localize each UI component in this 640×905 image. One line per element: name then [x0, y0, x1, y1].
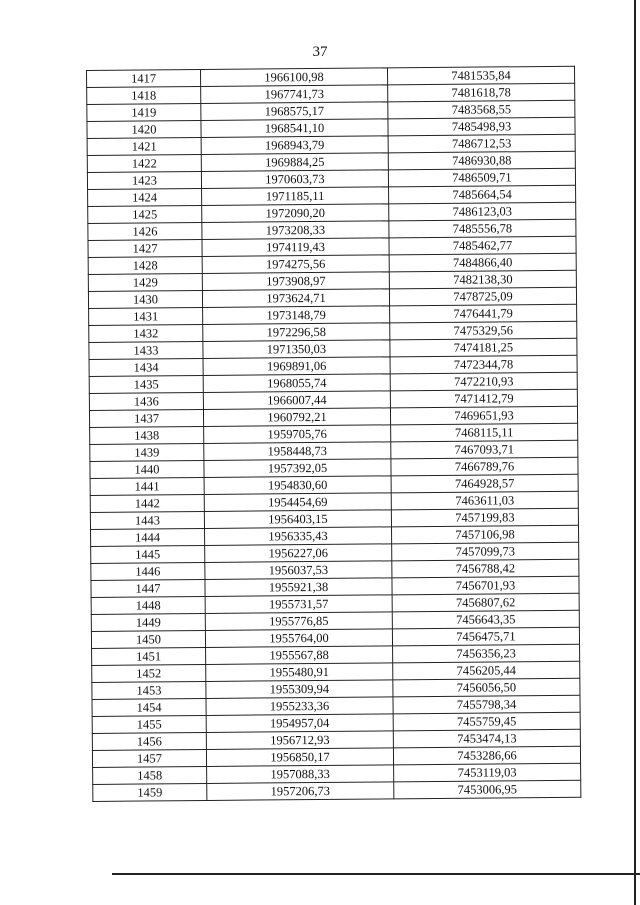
x-coordinate-cell: 1973148,79 [203, 306, 390, 325]
y-coordinate-cell: 7456807,62 [392, 593, 579, 612]
y-coordinate-cell: 7456356,23 [393, 644, 580, 663]
point-number-cell: 1430 [88, 290, 202, 308]
y-coordinate-cell: 7456056,50 [393, 678, 580, 697]
point-number-cell: 1418 [87, 87, 201, 105]
x-coordinate-cell: 1955567,88 [206, 646, 393, 665]
point-number-cell: 1425 [88, 205, 202, 223]
point-number-cell: 1441 [90, 477, 204, 495]
y-coordinate-cell: 7464928,57 [391, 474, 578, 493]
point-number-cell: 1431 [89, 307, 203, 325]
y-coordinate-cell: 7478725,09 [389, 287, 576, 306]
x-coordinate-cell: 1970603,73 [201, 170, 388, 189]
point-number-cell: 1428 [88, 256, 202, 274]
y-coordinate-cell: 7472210,93 [390, 372, 577, 391]
point-number-cell: 1450 [91, 630, 205, 648]
x-coordinate-cell: 1966100,98 [201, 68, 388, 87]
page-edge-bottom [112, 873, 640, 875]
y-coordinate-cell: 7455759,45 [393, 712, 580, 731]
point-number-cell: 1457 [92, 749, 206, 767]
point-number-cell: 1446 [91, 562, 205, 580]
y-coordinate-cell: 7485556,78 [389, 219, 576, 238]
y-coordinate-cell: 7485664,54 [389, 185, 576, 204]
x-coordinate-cell: 1971350,03 [203, 340, 390, 359]
x-coordinate-cell: 1973624,71 [202, 289, 389, 308]
x-coordinate-cell: 1969884,25 [201, 153, 388, 172]
y-coordinate-cell: 7475329,56 [390, 321, 577, 340]
y-coordinate-cell: 7456701,93 [392, 576, 579, 595]
y-coordinate-cell: 7467093,71 [391, 440, 578, 459]
x-coordinate-cell: 1973908,97 [202, 272, 389, 291]
coordinates-table [86, 66, 581, 802]
y-coordinate-cell: 7453474,13 [393, 729, 580, 748]
y-coordinate-cell: 7483568,55 [388, 100, 575, 119]
x-coordinate-cell: 1954830,60 [204, 476, 391, 495]
y-coordinate-cell: 7485462,77 [389, 236, 576, 255]
point-number-cell: 1440 [90, 460, 204, 478]
y-coordinate-cell: 7463611,03 [391, 491, 578, 510]
y-coordinate-cell: 7486509,71 [388, 168, 575, 187]
x-coordinate-cell: 1971185,11 [202, 187, 389, 206]
point-number-cell: 1434 [89, 358, 203, 376]
point-number-cell: 1423 [87, 171, 201, 189]
x-coordinate-cell: 1974119,43 [202, 238, 389, 257]
point-number-cell: 1419 [87, 103, 201, 121]
y-coordinate-cell: 7456205,44 [393, 661, 580, 680]
y-coordinate-cell: 7486930,88 [388, 151, 575, 170]
point-number-cell: 1432 [89, 324, 203, 342]
point-number-cell: 1444 [91, 528, 205, 546]
x-coordinate-cell: 1956037,53 [205, 561, 392, 580]
y-coordinate-cell: 7469651,93 [390, 406, 577, 425]
x-coordinate-cell: 1959705,76 [204, 425, 391, 444]
table-row [93, 780, 581, 801]
point-number-cell: 1435 [89, 375, 203, 393]
y-coordinate-cell: 7457099,73 [392, 542, 579, 561]
x-coordinate-cell: 1955731,57 [205, 595, 392, 614]
y-coordinate-cell: 7453119,03 [394, 763, 581, 782]
coordinates-table-wrapper [86, 66, 580, 802]
x-coordinate-cell: 1955309,94 [206, 680, 393, 699]
x-coordinate-cell: 1972296,58 [203, 323, 390, 342]
x-coordinate-cell: 1968943,79 [201, 136, 388, 155]
point-number-cell: 1422 [87, 154, 201, 172]
x-coordinate-cell: 1957088,33 [207, 765, 394, 784]
y-coordinate-cell: 7453286,66 [393, 746, 580, 765]
point-number-cell: 1456 [92, 732, 206, 750]
x-coordinate-cell: 1968055,74 [203, 374, 390, 393]
y-coordinate-cell: 7472344,78 [390, 355, 577, 374]
x-coordinate-cell: 1973208,33 [202, 221, 389, 240]
x-coordinate-cell: 1974275,56 [202, 255, 389, 274]
x-coordinate-cell: 1954454,69 [204, 493, 391, 512]
point-number-cell: 1442 [90, 494, 204, 512]
point-number-cell: 1458 [93, 766, 207, 784]
y-coordinate-cell: 7457106,98 [391, 525, 578, 544]
point-number-cell: 1451 [92, 647, 206, 665]
point-number-cell: 1454 [92, 698, 206, 716]
y-coordinate-cell: 7453006,95 [394, 780, 581, 799]
point-number-cell: 1455 [92, 715, 206, 733]
y-coordinate-cell: 7484866,40 [389, 253, 576, 272]
point-number-cell: 1420 [87, 120, 201, 138]
page-edge-right [634, 0, 636, 905]
x-coordinate-cell: 1958448,73 [204, 442, 391, 461]
y-coordinate-cell: 7486123,03 [389, 202, 576, 221]
y-coordinate-cell: 7456475,71 [392, 627, 579, 646]
x-coordinate-cell: 1960792,21 [203, 408, 390, 427]
point-number-cell: 1445 [91, 545, 205, 563]
point-number-cell: 1429 [88, 273, 202, 291]
point-number-cell: 1437 [89, 409, 203, 427]
x-coordinate-cell: 1956850,17 [206, 748, 393, 767]
point-number-cell: 1417 [87, 70, 201, 88]
x-coordinate-cell: 1957206,73 [207, 782, 394, 801]
y-coordinate-cell: 7474181,25 [390, 338, 577, 357]
y-coordinate-cell: 7486712,53 [388, 134, 575, 153]
y-coordinate-cell: 7471412,79 [390, 389, 577, 408]
x-coordinate-cell: 1968575,17 [201, 102, 388, 121]
x-coordinate-cell: 1955921,38 [205, 578, 392, 597]
x-coordinate-cell: 1956712,93 [206, 731, 393, 750]
point-number-cell: 1427 [88, 239, 202, 257]
x-coordinate-cell: 1955776,85 [205, 612, 392, 631]
x-coordinate-cell: 1955480,91 [206, 663, 393, 682]
point-number-cell: 1447 [91, 579, 205, 597]
x-coordinate-cell: 1966007,44 [203, 391, 390, 410]
x-coordinate-cell: 1955764,00 [205, 629, 392, 648]
point-number-cell: 1448 [91, 596, 205, 614]
y-coordinate-cell: 7482138,30 [389, 270, 576, 289]
x-coordinate-cell: 1969891,06 [203, 357, 390, 376]
y-coordinate-cell: 7455798,34 [393, 695, 580, 714]
point-number-cell: 1433 [89, 341, 203, 359]
coordinates-table-body [87, 66, 581, 801]
y-coordinate-cell: 7476441,79 [390, 304, 577, 323]
x-coordinate-cell: 1955233,36 [206, 697, 393, 716]
x-coordinate-cell: 1956227,06 [205, 544, 392, 563]
y-coordinate-cell: 7456788,42 [392, 559, 579, 578]
point-number-cell: 1438 [90, 426, 204, 444]
point-number-cell: 1436 [89, 392, 203, 410]
y-coordinate-cell: 7481535,84 [387, 66, 574, 85]
y-coordinate-cell: 7485498,93 [388, 117, 575, 136]
x-coordinate-cell: 1967741,73 [201, 85, 388, 104]
x-coordinate-cell: 1954957,04 [206, 714, 393, 733]
x-coordinate-cell: 1972090,20 [202, 204, 389, 223]
page-number: 37 [312, 44, 328, 60]
x-coordinate-cell: 1956403,15 [204, 510, 391, 529]
y-coordinate-cell: 7468115,11 [391, 423, 578, 442]
x-coordinate-cell: 1968541,10 [201, 119, 388, 138]
point-number-cell: 1426 [88, 222, 202, 240]
point-number-cell: 1439 [90, 443, 204, 461]
point-number-cell: 1421 [87, 137, 201, 155]
point-number-cell: 1424 [88, 188, 202, 206]
point-number-cell: 1443 [90, 511, 204, 529]
y-coordinate-cell: 7456643,35 [392, 610, 579, 629]
x-coordinate-cell: 1957392,05 [204, 459, 391, 478]
y-coordinate-cell: 7457199,83 [391, 508, 578, 527]
x-coordinate-cell: 1956335,43 [205, 527, 392, 546]
point-number-cell: 1459 [93, 783, 207, 801]
y-coordinate-cell: 7466789,76 [391, 457, 578, 476]
y-coordinate-cell: 7481618,78 [388, 83, 575, 102]
point-number-cell: 1453 [92, 681, 206, 699]
point-number-cell: 1452 [92, 664, 206, 682]
point-number-cell: 1449 [91, 613, 205, 631]
